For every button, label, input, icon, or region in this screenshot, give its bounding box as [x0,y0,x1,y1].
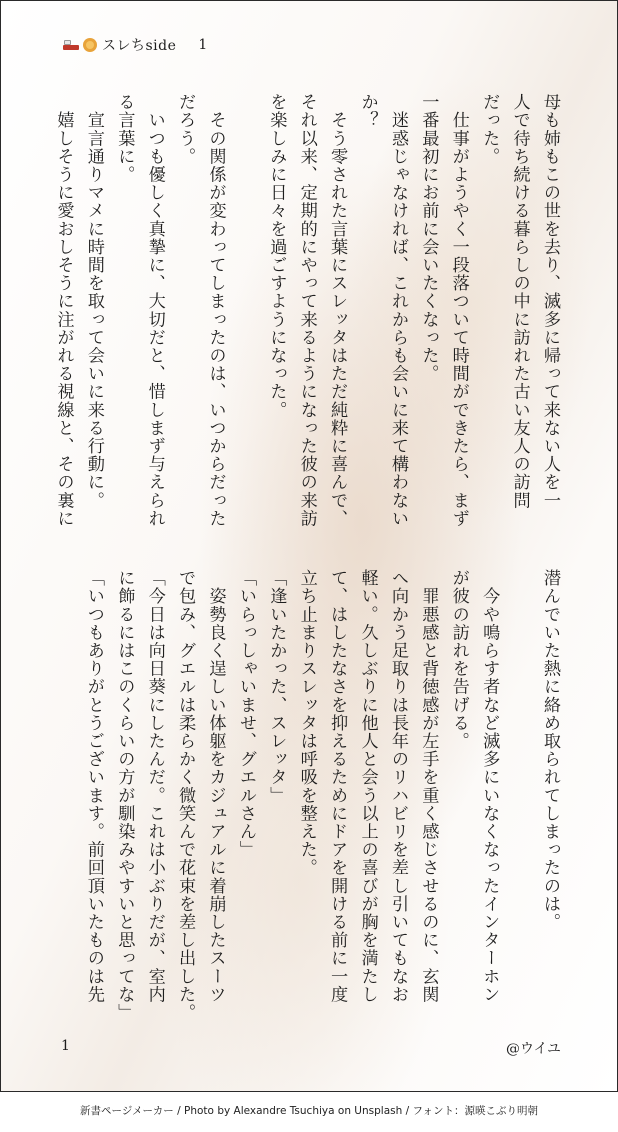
text-line: を楽しみに日々を過ごすようになった。 [266,93,287,419]
text-line: か？ [357,93,378,130]
text-line: 「逢いたかった、スレッタ」 [266,569,287,805]
text-line: て、はしたなさを抑えるためにドアを開ける前に一度 [327,569,348,1004]
text-line: 仕事がようやく一段落ついて時間ができたら、まず [448,93,469,528]
text-line: で包み、グエルは柔らかく微笑んで花束を差し出した。 [175,569,196,1022]
text-line [504,569,534,1009]
text-line: その関係が変わってしまったのは、いつからだった [205,93,226,528]
text-line: 罪悪感と背徳感が左手を重く感じさせるのに、玄関 [418,569,439,1004]
lion-face-icon [83,38,97,52]
text-line: そう零された言葉にスレッタはただ純粋に喜んで、 [327,93,348,528]
text-line: 姿勢良く逞しい体躯をカジュアルに着崩したスーツ [205,569,226,1004]
text-line: だった。 [479,93,500,166]
credit-line: 新書ページメーカー / Photo by Alexandre Tsuchiya on Unsplash / フォント：源暎こぶり明朝 [80,1105,538,1117]
text-line: 嬉しそうに愛おしそうに注がれる視線と、その裏に [53,93,74,528]
page-number: 1 [61,1038,70,1054]
text-line: 潜んでいた熱に絡め取られてしまったのは。 [540,569,560,931]
text-block-top [48,93,565,538]
text-line: 一番最初にお前に会いたくなった。 [418,93,439,383]
page-header [63,35,207,55]
bed-icon [63,40,79,50]
text-line: 人で待ち続ける暮らしの中に訪れた古い友人の訪問 [509,93,530,510]
header-page-label: 1 [198,37,208,53]
author-handle: @ウイユ [505,1041,561,1057]
text-line: 立ち止まりスレッタは呼吸を整えた。 [296,569,317,877]
text-line: それ以来、定期的にやって来るようになった彼の来訪 [296,93,317,528]
text-line: に飾るにはこのくらいの方が馴染みやすいと思ってな」 [114,569,135,1022]
text-line: 宣言通りマメに時間を取って会いに来る行動に。 [83,93,104,510]
text-line: 今や鳴らす者など滅多にいなくなったインターホン [479,569,500,1004]
text-line: 「いつもありがとうございます。前回頂いたものは先 [83,569,104,1004]
text-line: が彼の訪れを告げる。 [448,569,469,750]
header-title: スレちside [102,38,177,54]
text-block-bottom [79,569,566,1022]
text-line: 母も姉もこの世を去り、滅多に帰って来ない人を一 [540,93,560,510]
text-line: 軽い。久しぶりに他人と会う以上の喜びが胸を満たし [357,569,378,1004]
text-line: る言葉に。 [114,93,135,184]
text-line: 「今日は向日葵にしたんだ。これは小ぶりだが、室内 [144,569,165,1004]
text-line: だろう。 [175,93,196,166]
text-line: へ向かう足取りは長年のリハビリを差し引いてもなお [387,569,408,1004]
text-line: 迷惑じゃなければ、これからも会いに来て構わない [387,93,408,528]
text-line: いつも優しく真摯に、大切だと、惜しまず与えられ [144,93,165,528]
text-line [231,93,261,538]
text-line: 「いらっしゃいませ、グエルさん」 [235,569,256,859]
